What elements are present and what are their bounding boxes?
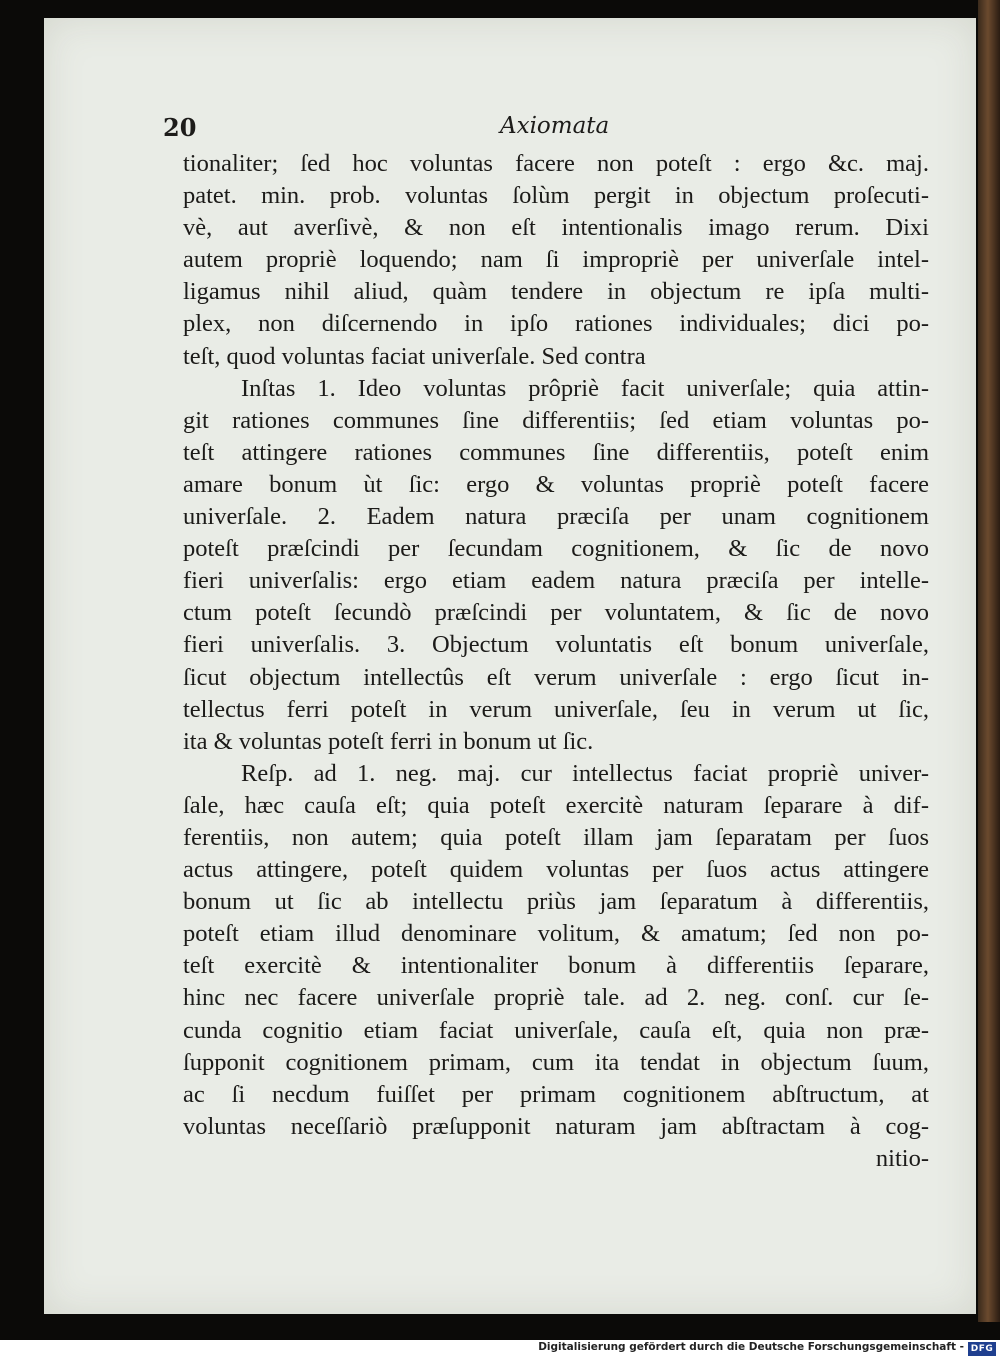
text-line: Inſtas 1. Ideo voluntas prôpriè facit univerſale; quia attin- xyxy=(241,374,929,402)
text-line: ſupponit cognitionem primam, cum ita tendat in objectum ſuum, xyxy=(183,1048,929,1076)
text-line: univerſale. 2. Eadem natura præciſa per unam cognitionem xyxy=(183,503,929,531)
text-line: fieri univerſalis: ergo etiam eadem natura præciſa per intelle- xyxy=(183,567,929,595)
text-line: autem propriè loquendo; nam ſi impropriè per univerſale intel- xyxy=(183,246,929,274)
running-head: Axiomata xyxy=(500,113,610,139)
digitization-footer xyxy=(0,1340,1000,1359)
text-line: teſt exercitè & intentionaliter bonum à differentiis ſeparare, xyxy=(183,952,929,980)
text-line: voluntas neceſſariò præſupponit naturam jam abſtractam à cog- xyxy=(183,1112,929,1140)
text-line: teſt, quod voluntas faciat univerſale. Sed contra xyxy=(183,342,646,370)
text-line: tellectus ferri poteſt in verum univerſale, ſeu in verum ut ſic, xyxy=(183,695,929,723)
page-number: 20 xyxy=(163,113,197,142)
text-line: poteſt etiam illud denominare volitum, & amatum; ſed non po- xyxy=(183,920,929,948)
text-line: vè, aut averſivè, & non eſt intentionalis imago rerum. Dixi xyxy=(183,214,929,242)
text-line: patet. min. prob. voluntas ſolùm pergit in objectum proſecuti- xyxy=(183,182,929,210)
text-line: bonum ut ſic ab intellectu priùs jam ſeparatum à differentiis, xyxy=(183,888,929,916)
text-line: actus attingere, poteſt quidem voluntas per ſuos actus attingere xyxy=(183,856,929,884)
dfg-logo: DFG xyxy=(968,1342,996,1356)
text-line: teſt attingere rationes communes ſine differentiis, poteſt enim xyxy=(183,438,929,466)
funding-credit: Digitalisierung gefördert durch die Deutsche Forschungsgemeinschaft - xyxy=(538,1341,964,1353)
text-line: ligamus nihil aliud, quàm tendere in objectum re ipſa multi- xyxy=(183,278,929,306)
book-cover-edge xyxy=(978,0,1000,1322)
text-line: plex, non diſcernendo in ipſo rationes individuales; dici po- xyxy=(183,310,929,338)
page-body xyxy=(183,148,929,1175)
text-line: ita & voluntas poteſt ferri in bonum ut ſic. xyxy=(183,727,594,755)
text-line: tionaliter; ſed hoc voluntas facere non poteſt : ergo &c. maj. xyxy=(183,150,929,177)
text-line: Reſp. ad 1. neg. maj. cur intellectus faciat propriè univer- xyxy=(241,759,929,787)
text-line: hinc nec facere univerſale propriè tale. ad 2. neg. conſ. cur ſe- xyxy=(183,984,929,1012)
catchword: nitio- xyxy=(875,1144,929,1172)
text-line: fieri univerſalis. 3. Objectum voluntatis eſt bonum univerſale, xyxy=(183,631,929,659)
text-line: amare bonum ùt ſic: ergo & voluntas propriè poteſt facere xyxy=(183,470,929,498)
text-line: poteſt præſcindi per ſecundam cognitionem, & ſic de novo xyxy=(183,535,929,563)
text-line: ſale, hæc cauſa eſt; quia poteſt exercitè naturam ſeparare à dif- xyxy=(183,791,929,819)
text-line: git rationes communes ſine differentiis; ſed etiam voluntas po- xyxy=(183,406,929,434)
text-line: ſicut objectum intellectûs eſt verum univerſale : ergo ſicut in- xyxy=(183,663,929,691)
text-line: cunda cognitio etiam faciat univerſale, cauſa eſt, quia non præ- xyxy=(183,1016,929,1044)
text-line: ac ſi necdum fuiſſet per primam cognitionem abſtructum, at xyxy=(183,1080,929,1108)
text-line: ferentiis, non autem; quia poteſt illam jam ſeparatam per ſuos xyxy=(183,823,929,851)
text-line: ctum poteſt ſecundò præſcindi per voluntatem, & ſic de novo xyxy=(183,599,929,627)
